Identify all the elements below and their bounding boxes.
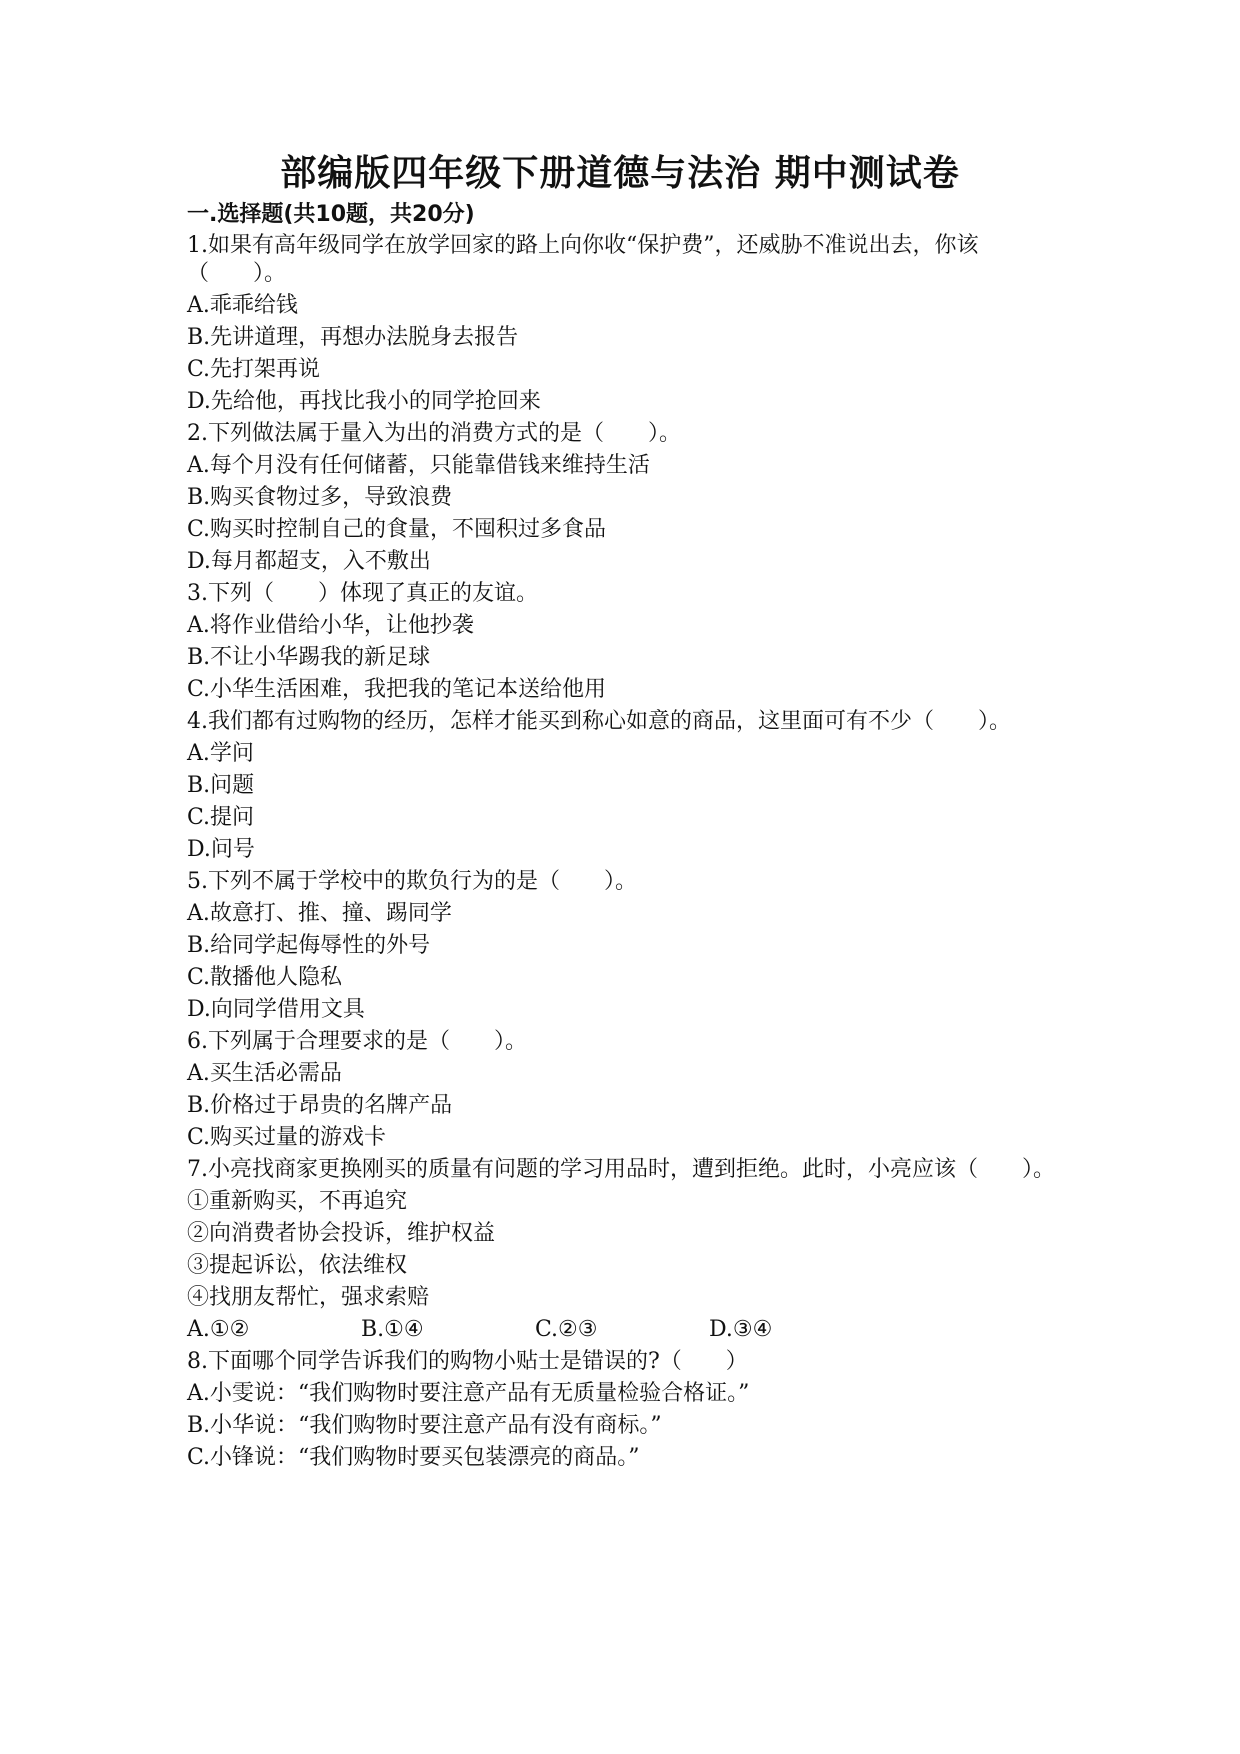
statement-item: ④找朋友帮忙，强求索赔 — [187, 1285, 430, 1310]
option-c: C.小华生活困难，我把我的笔记本送给他用 — [187, 677, 607, 702]
question-6 — [187, 1026, 1067, 1154]
option-c: C.小锋说：“我们购物时要买包装漂亮的商品。” — [187, 1445, 640, 1470]
option-b: B.小华说：“我们购物时要注意产品有没有商标。” — [187, 1413, 662, 1438]
option-d: D.每月都超支，入不敷出 — [187, 549, 431, 574]
option-b: B.问题 — [187, 773, 255, 798]
option-a: A.学问 — [187, 741, 254, 766]
statement-item: ②向消费者协会投诉，维护权益 — [187, 1221, 496, 1246]
option-a: A.买生活必需品 — [187, 1061, 342, 1086]
choice-a: A.①② — [187, 1317, 250, 1342]
question-3 — [187, 578, 1067, 706]
question-stem: 8.下面哪个同学告诉我们的购物小贴士是错误的?（ ） — [187, 1349, 748, 1374]
question-stem: 7.小亮找商家更换刚买的质量有问题的学习用品时，遭到拒绝。此时，小亮应该（ ）。 — [187, 1157, 1055, 1182]
option-d: D.向同学借用文具 — [187, 997, 365, 1022]
option-a: A.小雯说：“我们购物时要注意产品有无质量检验合格证。” — [187, 1381, 750, 1406]
option-b: B.给同学起侮辱性的外号 — [187, 933, 431, 958]
choice-b: B.①④ — [361, 1317, 424, 1342]
question-stem: 6.下列属于合理要求的是（ ）。 — [187, 1029, 527, 1054]
choice-c: C.②③ — [535, 1317, 598, 1342]
option-b: B.不让小华踢我的新足球 — [187, 645, 431, 670]
question-stem: 3.下列（ ）体现了真正的友谊。 — [187, 581, 538, 606]
option-b: B.先讲道理，再想办法脱身去报告 — [187, 325, 519, 350]
option-b: B.购买食物过多，导致浪费 — [187, 485, 453, 510]
question-stem: 5.下列不属于学校中的欺负行为的是（ ）。 — [187, 869, 637, 894]
option-c: C.购买时控制自己的食量，不囤积过多食品 — [187, 517, 607, 542]
question-stem: 1.如果有高年级同学在放学回家的路上向你收“保护费”，还威胁不准说出去，你该（ ）。 — [187, 233, 979, 286]
option-b: B.价格过于昂贵的名牌产品 — [187, 1093, 453, 1118]
page-title: 部编版四年级下册道德与法治 期中测试卷 — [280, 153, 960, 194]
question-7 — [187, 1154, 1067, 1346]
statement-item: ③提起诉讼，依法维权 — [187, 1253, 408, 1278]
question-stem: 4.我们都有过购物的经历，怎样才能买到称心如意的商品，这里面可有不少（ ）。 — [187, 709, 1011, 734]
option-a: A.每个月没有任何储蓄，只能靠借钱来维持生活 — [187, 453, 650, 478]
option-d: D.先给他，再找比我小的同学抢回来 — [187, 389, 541, 414]
question-4 — [187, 706, 1067, 866]
option-a: A.将作业借给小华，让他抄袭 — [187, 613, 474, 638]
option-a: A.乖乖给钱 — [187, 293, 298, 318]
answer-choices-row — [187, 1314, 1067, 1346]
question-1 — [187, 230, 1067, 418]
section-heading: 一.选择题(共10题，共20分) — [187, 202, 475, 227]
exam-content — [187, 200, 1067, 1474]
option-c: C.提问 — [187, 805, 255, 830]
question-stem: 2.下列做法属于量入为出的消费方式的是（ ）。 — [187, 421, 681, 446]
option-c: C.先打架再说 — [187, 357, 321, 382]
option-c: C.购买过量的游戏卡 — [187, 1125, 387, 1150]
option-a: A.故意打、推、撞、踢同学 — [187, 901, 452, 926]
statement-item: ①重新购买，不再追究 — [187, 1189, 408, 1214]
question-2 — [187, 418, 1067, 578]
question-8 — [187, 1346, 1067, 1474]
question-5 — [187, 866, 1067, 1026]
choice-d: D.③④ — [709, 1317, 773, 1342]
option-d: D.问号 — [187, 837, 255, 862]
option-c: C.散播他人隐私 — [187, 965, 343, 990]
